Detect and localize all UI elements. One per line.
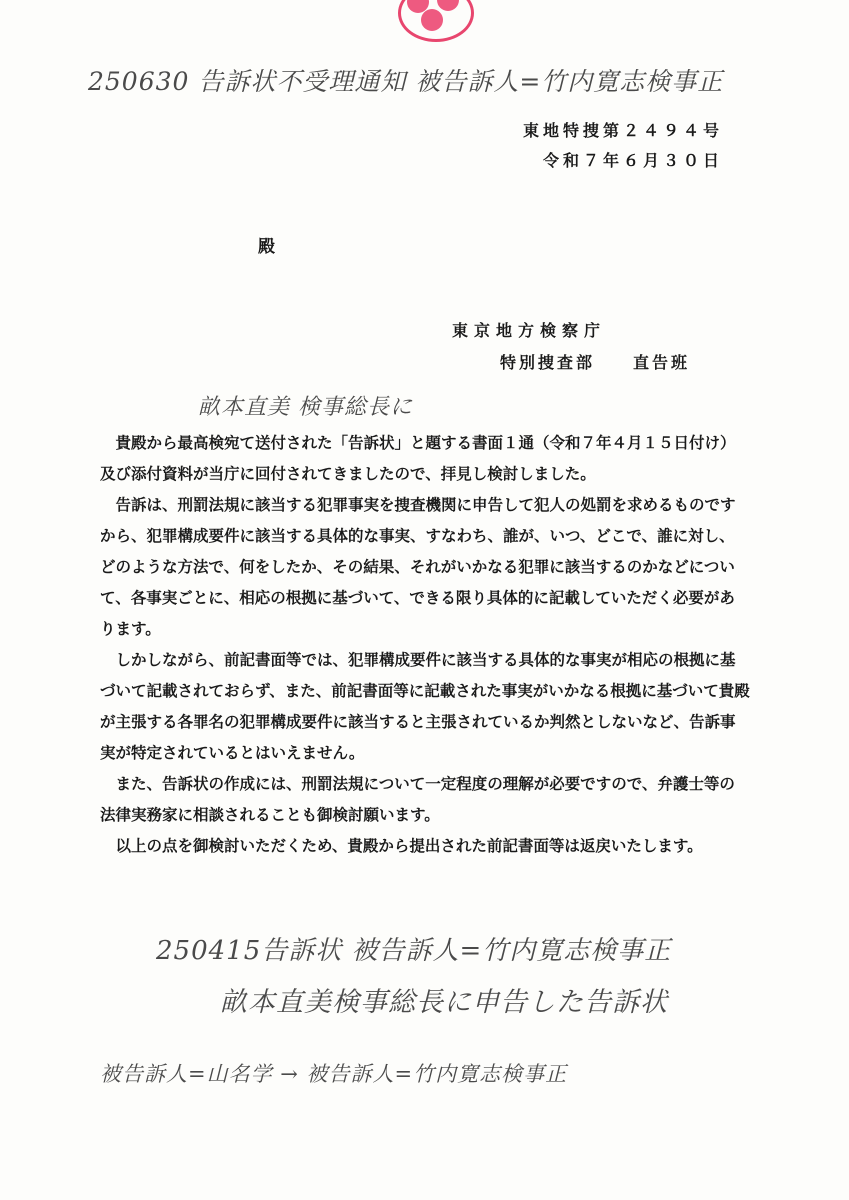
document-date: 令和７年６月３０日 <box>542 151 723 170</box>
body-paragraph: また、告訴状の作成には、刑罰法規について一定程度の理解が必要ですので、弁護士等の法律実務家に相談されることも御検討願います。 <box>100 775 735 824</box>
seal-mark <box>421 9 443 31</box>
letter-body <box>100 428 750 862</box>
seal-mark <box>437 0 459 11</box>
body-paragraph: 告訴は、刑罰法規に該当する犯罪事実を捜査機関に申告して犯人の処罰を求めるものですから、犯罪構成要件に該当する具体的な事実、すなわち、誰が、いつ、どこで、誰に対し、どのような方法で、何をしたか、その結果、それがいかなる犯罪に該当するのかなどについて、各事実ごとに、相応の根拠に基づいて、できる限り具体的に記載していただく必要があります。 <box>100 496 736 638</box>
handwritten-aside-note: 畝本直美 検事総長に <box>198 395 413 420</box>
sender-unit: 直告班 <box>633 353 691 372</box>
body-paragraph: 以上の点を御検討いただくため、貴殿から提出された前記書面等は返戻いたします。 <box>115 837 703 855</box>
red-seal-stamp <box>398 0 474 42</box>
handwritten-bottom-line-1: 250415告訴状 被告訴人=竹内寛志検事正 <box>156 936 672 966</box>
sender-department: 特別捜査部 <box>500 353 596 372</box>
addressee-honorific: 殿 <box>258 237 275 257</box>
sender-department-line <box>500 350 690 373</box>
handwritten-bottom-line-3: 被告訴人=山名学 → 被告訴人=竹内寛志検事正 <box>100 1062 568 1086</box>
sender-office: 東京地方検察庁 <box>452 321 607 340</box>
handwritten-bottom-line-2: 畝本直美検事総長に申告した告訴状 <box>220 987 668 1018</box>
body-paragraph: しかしながら、前記書面等では、犯罪構成要件に該当する具体的な事実が相応の根拠に基づいて記載されておらず、また、前記書面等に記載された事実がいかなる根拠に基づいて貴殿が主張する各罪名の犯罪構成要件に該当すると主張されているか判然としないなど、告訴事実が特定されているとはいえません。 <box>100 651 750 762</box>
reference-number: 東地特捜第２４９４号 <box>522 121 723 140</box>
body-paragraph: 貴殿から最高検宛て送付された「告訴状」と題する書面１通（令和７年４月１５日付け）及び添付資料が当庁に回付されてきましたので、拝見し検討しました。 <box>100 434 736 483</box>
handwritten-top-note: 250630 告訴状不受理通知 被告訴人=竹内寛志検事正 <box>88 67 724 96</box>
